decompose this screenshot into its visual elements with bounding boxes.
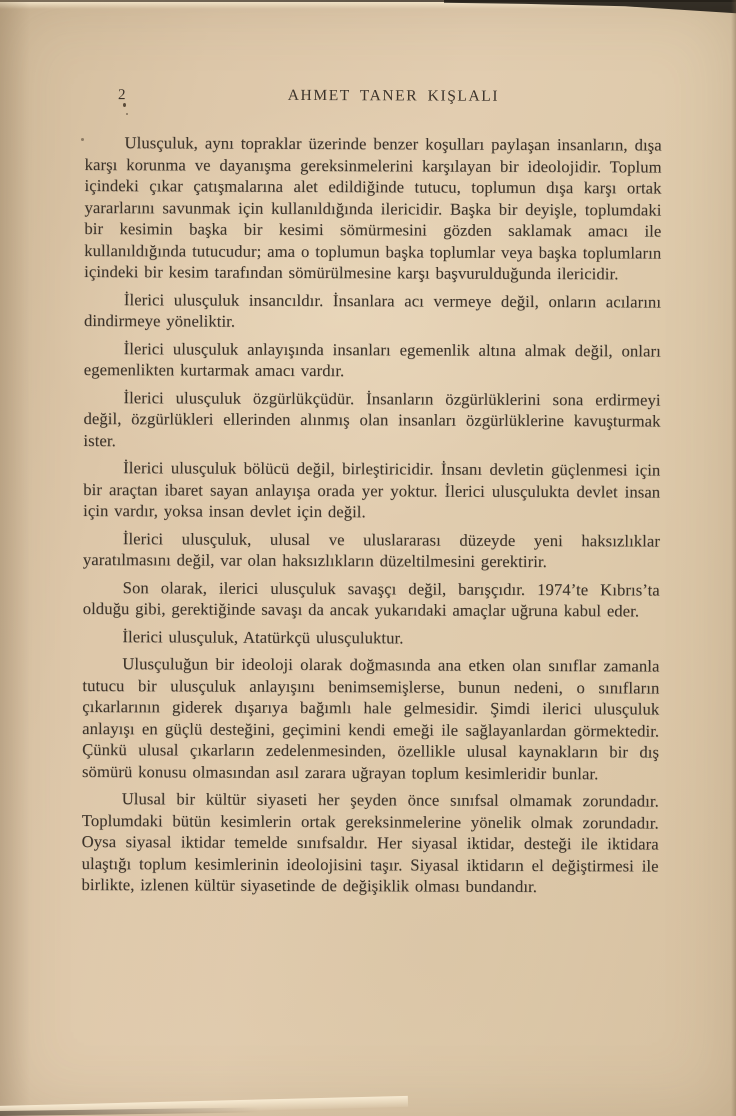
paragraph: İlerici ulusçuluk anlayışında insanları egemenlik altına almak değil, onları egemenlikten kurtarmak amacı vardır.: [83, 338, 661, 381]
paragraph: Ulusal bir kültür siyaseti her şeyden önce sınıfsal olmamak zorundadır. Toplumdaki bütün kesimlerin ortak gereksinmelerine yönelik olmak zorundadır. Oysa siyasal iktidar temelde sınıfsaldır. Her siyasal iktidar, desteği ile iktidara ulaştığı toplum kesimlerinin ideolojisini taşır. Siyasal iktidarın el değiştirmesi ile birlikte, izlenen kültür siyasetinde de değişiklik olması bundandır.: [81, 789, 659, 896]
running-header: [85, 86, 662, 109]
paragraph: İlerici ulusçuluk, Atatürkçü ulusçuluktur.: [122, 626, 404, 647]
paragraph: İlerici ulusçuluk bölücü değil, birleştiricidir. İnsanı devletin güçlenmesi için bir araçtan ibaret sayan anlayışa orada yer yoktur. İlerici ulusçulukta devlet insan için vardır, yoksa insan devlet için değil.: [83, 458, 661, 522]
paragraph: İlerici ulusçuluk, ulusal ve uluslararası düzeyde yeni haksızlıklar yaratılmasını değil, var olan haksızlıkların düzeltilmesini gerektirir.: [82, 528, 661, 572]
page-content: [81, 86, 662, 904]
paragraph: İlerici ulusçuluk özgürlükçüdür. İnsanların özgürlüklerini sona erdirmeyi değil, özgürlükleri ellerinden alınmış olan insanları özgürlüklerine kavuşturmak ister.: [83, 387, 661, 450]
body-text: [81, 132, 661, 898]
page-number: 2: [117, 87, 126, 104]
paper-speck: [81, 138, 84, 141]
running-header-title: AHMET TANER KIŞLALI: [287, 86, 500, 105]
paragraph: Ulusçuluk, aynı topraklar üzerinde benzer koşulları paylaşan insanların, dışa karşı korunma ve dayanışma gereksinmelerini karşılayan bir ideolojidir. Toplum içindeki çıkar çatışmalarına alet edildiğinde tutucu, toplumun dışa karşı ortak yararlarını savunmak için kullanıldığında ilericidir. Başka bir deyişle, toplumdaki bir kesimin başka bir kesimi sömürmesini gözden saklamak amacı ile kullanıldığında tutucudur; ama o toplumun başka toplumlar veya başka toplumların içindeki bir kesim tarafından sömürülmesine karşı başvurulduğunda ilericidir.: [84, 133, 662, 284]
page-left-edge-shading: [0, 0, 30, 1116]
paragraph: Ulusçuluğun bir ideoloji olarak doğmasında ana etken olan sınıflar zamanla tutucu bir ulusçuluk anlayışını benimsemişlerse, bunun nedeni, o sınıfların çıkarlarının giderek dışarıya bağımlı hale gelmesidir. Şimdi ilerici ulusçuluk anlayışı en güçlü desteğini, geçimini kendi emeği ile sağlayanlardan görmektedir. Çünkü ulusal çıkarların zedelenmesinden, özellikle ulusal kaynakların bir dış sömürü konusu olmasından asıl zarara uğrayan toplum kesimleridir bunlar.: [81, 654, 660, 783]
page-right-edge-shading: [731, 0, 736, 1116]
paragraph: İlerici ulusçuluk insancıldır. İnsanlara acı vermeye değil, onların acılarını dindirmeye yöneliktir.: [83, 289, 662, 331]
paragraph: Son olarak, ilerici ulusçuluk savaşçı değil, barışçıdır. 1974’te Kıbrıs’ta olduğu gibi, gerektiğinde savaşı da ancak yukarıdaki amaçlar uğruna kabul eder.: [82, 577, 660, 621]
